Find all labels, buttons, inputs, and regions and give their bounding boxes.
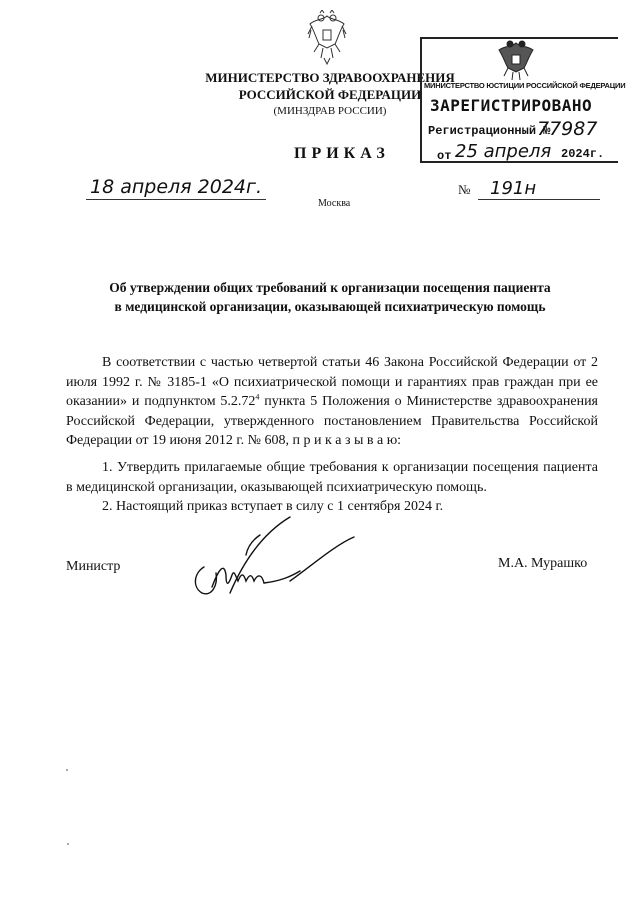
stamp-year: 2024г.: [561, 147, 605, 161]
order-number: 191н: [478, 178, 600, 200]
preamble-superscript: 4: [255, 392, 260, 402]
order-date: 18 апреля 2024г.: [86, 176, 266, 200]
document-title: [70, 278, 590, 316]
scan-speck: [67, 843, 69, 845]
clause-2: 2. Настоящий приказ вступает в силу с 1 сентября 2024 г.: [102, 499, 444, 514]
ministry-short-name: (МИНЗДРАВ РОССИИ): [273, 105, 387, 117]
stamp-date-label: от: [437, 149, 452, 163]
ministry-name-line2: РОССИЙСКОЙ ФЕДЕРАЦИИ: [238, 87, 422, 102]
preamble-paragraph: [66, 353, 598, 451]
ministry-name-line1: МИНИСТЕРСТВО ЗДРАВООХРАНЕНИЯ: [205, 70, 455, 85]
preamble-text-b: пункта 5 Положения о Министерстве здравоохранения Российской Федерации, утвержденного постановлением Правительства Российской Федерации от 19 июня 2012 г. № 608, п р и к а з ы в а ю:: [66, 394, 598, 448]
document-type: ПРИКАЗ: [294, 145, 390, 162]
order-city: Москва: [318, 198, 351, 209]
title-line2: в медицинской организации, оказывающей психиатрическую помощь: [114, 299, 546, 314]
preamble-text-a: В соответствии с частью четвертой статьи 46 Закона Российской Федерации от 2 июля 1992 г. № 3185-1 «О психиатрической помощи и гарантиях прав граждан при ее оказании» и подпунктом 5.2.72: [66, 355, 598, 409]
state-emblem-icon: [306, 10, 348, 68]
signer-title: Министр: [66, 559, 121, 574]
scan-speck: [66, 769, 68, 771]
stamp-date: 25 апреля: [455, 141, 552, 162]
clause-1: 1. Утвердить прилагаемые общие требования к организации посещения пациента в медицинской организации, оказывающей психиатрическую помощь.: [66, 460, 598, 495]
stamp-registered-label: ЗАРЕГИСТРИРОВАНО: [430, 96, 593, 115]
signer-name: М.А. Мурашко: [498, 556, 588, 571]
stamp-ministry-name: МИНИСТЕРСТВО ЮСТИЦИИ РОССИЙСКОЙ ФЕДЕРАЦИИ: [424, 81, 626, 90]
handwritten-signature: [190, 515, 360, 605]
stamp-emblem-icon: [496, 38, 536, 82]
stamp-number: 77987: [537, 118, 598, 140]
stamp-number-label: Регистрационный №: [428, 124, 551, 138]
title-line1: Об утверждении общих требований к организации посещения пациента: [109, 280, 551, 295]
order-number-label: №: [458, 182, 471, 197]
